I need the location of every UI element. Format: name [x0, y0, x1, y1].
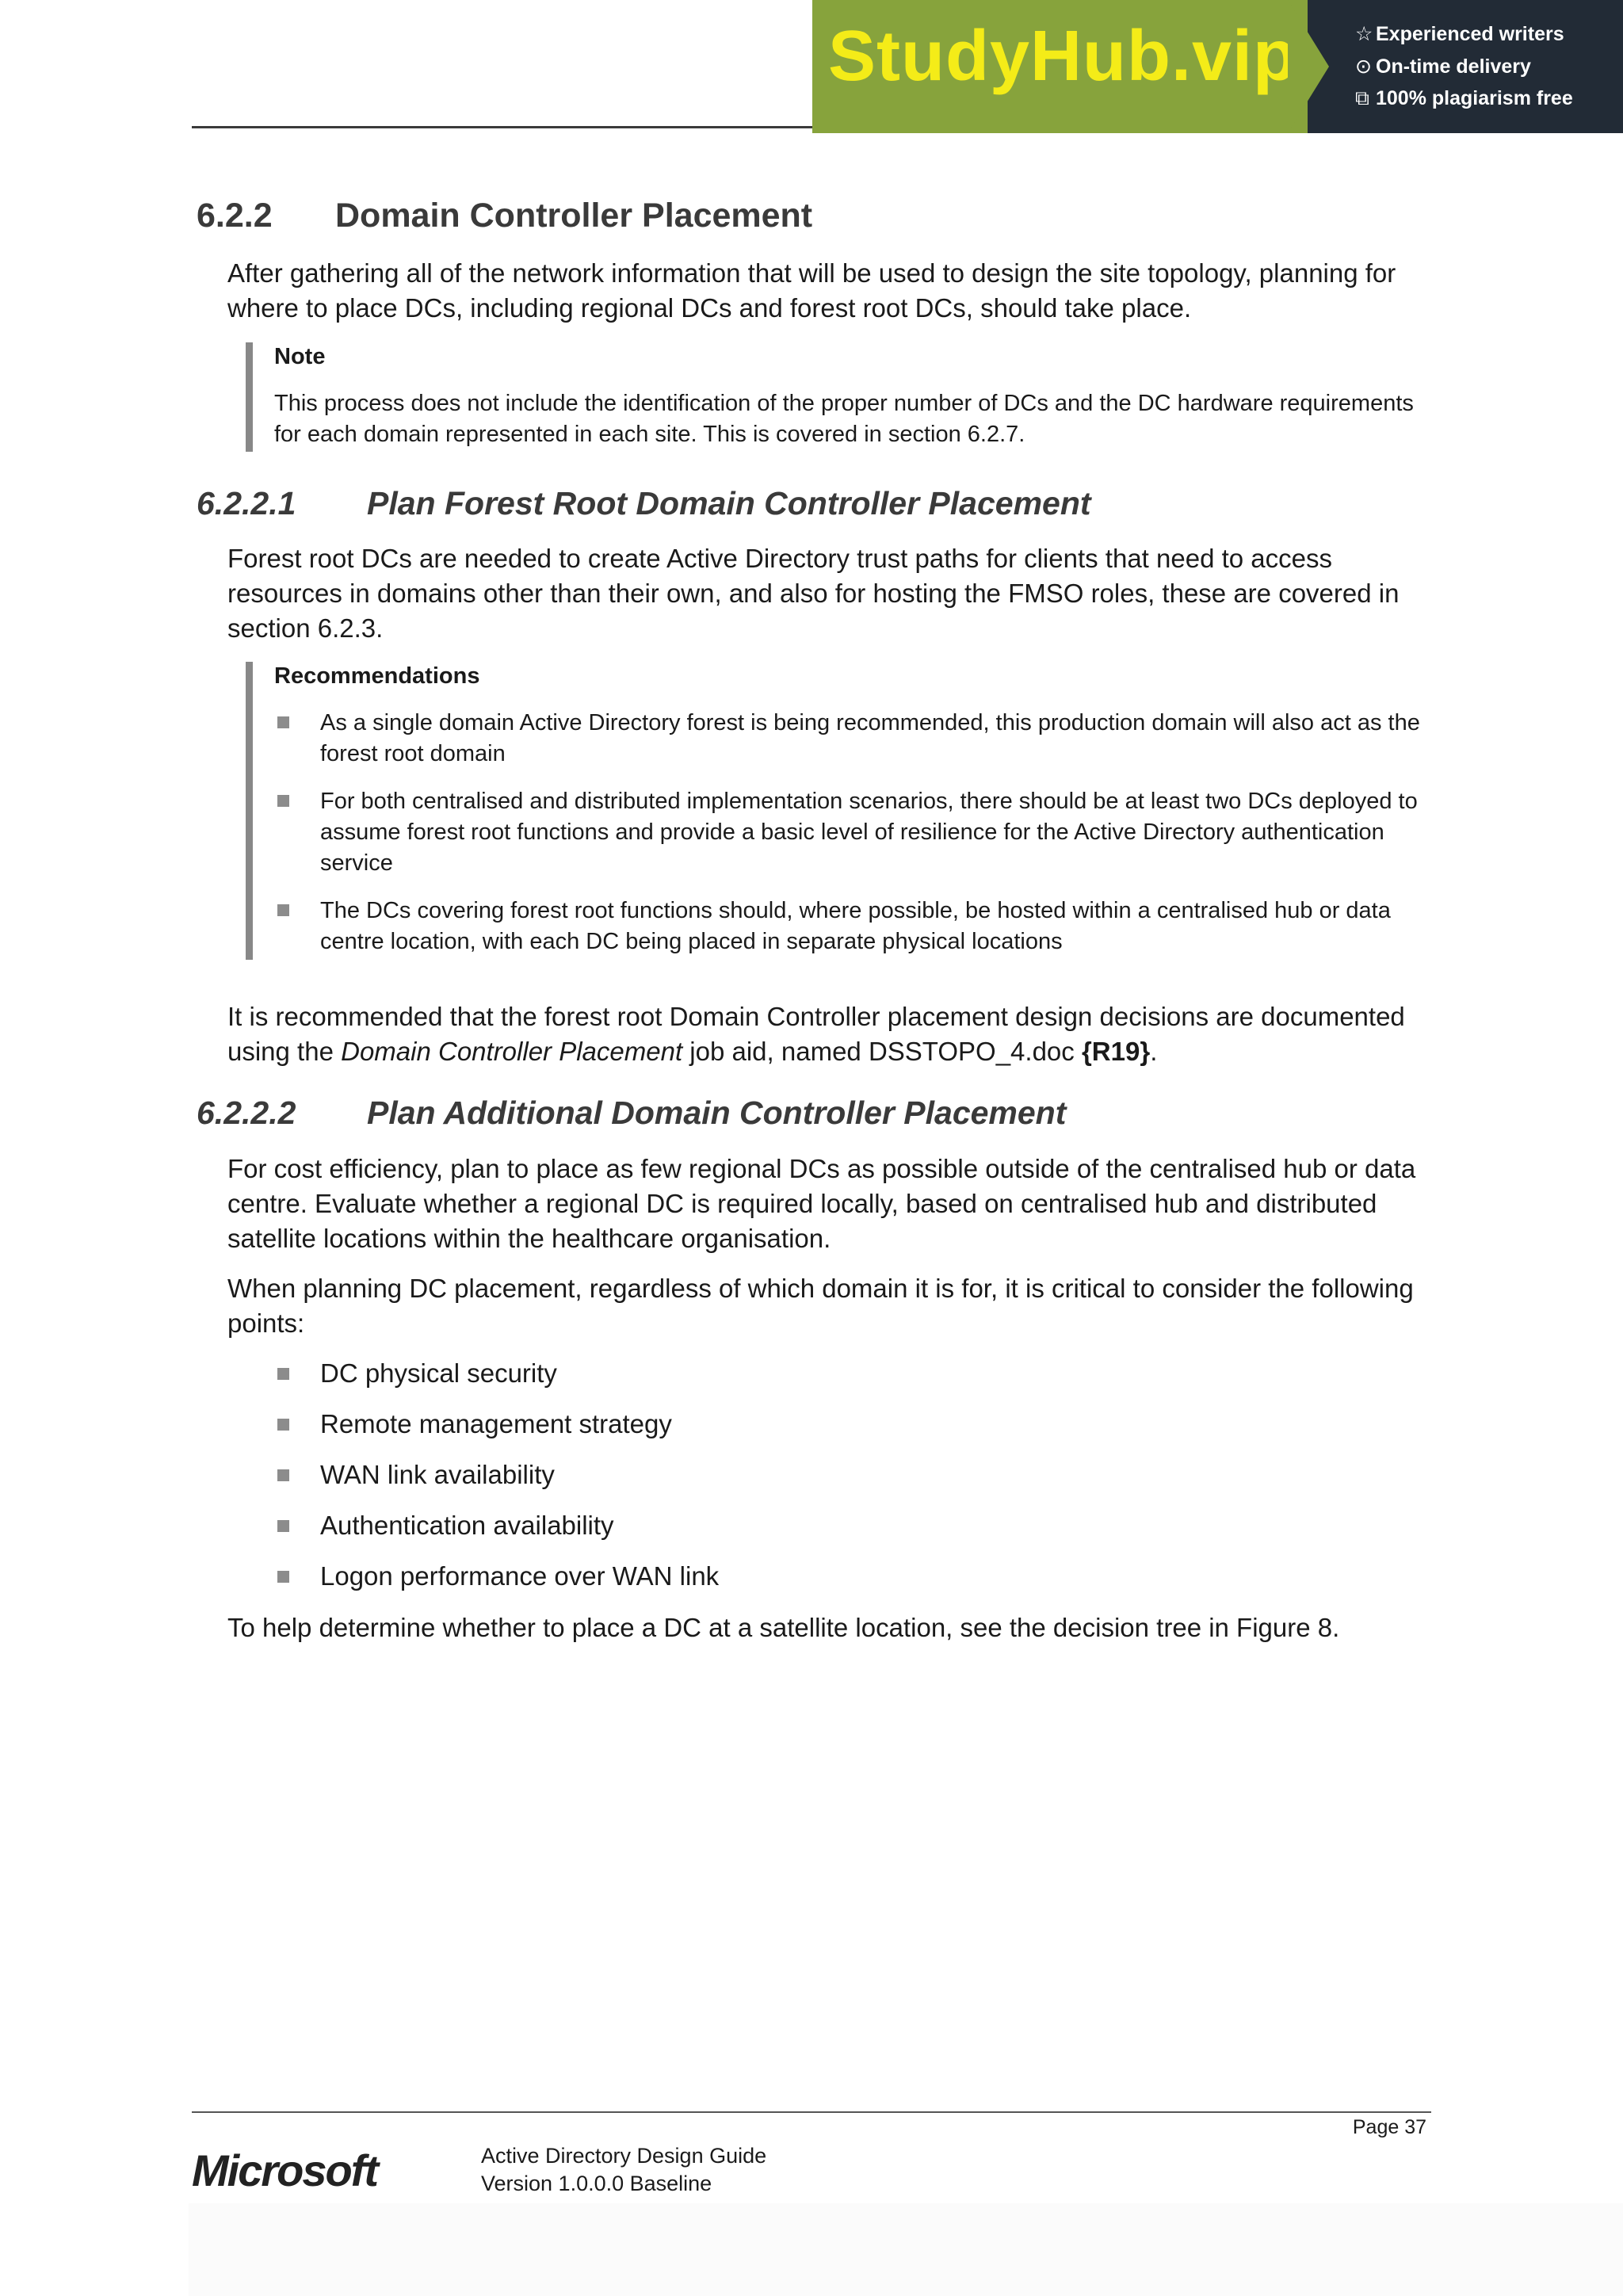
feature-plagiarism-free: ⧉ 100% plagiarism free — [1355, 87, 1573, 109]
clock-icon: ⊙ — [1355, 55, 1372, 78]
section-6222-para2: When planning DC placement, regardless of which domain it is for, it is critical to consider the following points: — [227, 1274, 1414, 1338]
footer-rule — [192, 2111, 1431, 2113]
list-item: Logon performance over WAN link — [320, 1561, 720, 1591]
page-number: Page 37 — [1352, 2116, 1426, 2138]
header-rule — [192, 126, 812, 128]
footer-shade — [189, 2203, 1623, 2296]
bullet-square-icon — [277, 904, 289, 916]
recommendations-title: Recommendations — [274, 663, 480, 689]
bullet-square-icon — [277, 795, 289, 807]
microsoft-logo: Microsoft — [192, 2145, 377, 2195]
star-icon: ☆ — [1355, 23, 1373, 45]
bullet-square-icon — [277, 1419, 289, 1431]
bullet-square-icon — [277, 1368, 289, 1380]
note-bar — [246, 342, 253, 452]
note-text: This process does not include the identification of the proper number of DCs and the DC hardware requirements for each domain represented in each site. This is covered in section 6.2.7. — [274, 391, 1414, 447]
bullet-square-icon — [277, 1469, 289, 1481]
list-item: Authentication availability — [320, 1511, 614, 1540]
section-622-intro: After gathering all of the network information that will be used to design the site topology, planning for where to place DCs, including regional DCs and forest root DCs, should take place. — [227, 258, 1396, 323]
recommendation-item: For both centralised and distributed implementation scenarios, there should be at least two DCs deployed to assume forest root functions and provide a basic level of resilience for the Active Directory authentication service — [320, 789, 1418, 876]
footer-version: Version 1.0.0.0 Baseline — [481, 2172, 712, 2195]
section-6222-para1: For cost efficiency, plan to place as few regional DCs as possible outside of the centralised hub or data centre. Evaluate whether a regional DC is required locally, based on centralised hub and distributed satellite locations within the healthcare organisation. — [227, 1154, 1416, 1253]
section-6221-closing: It is recommended that the forest root Domain Controller placement design decisions are documented using the Domain Controller Placement job aid, named DSSTOPO_4.doc {R19}. — [227, 1002, 1405, 1066]
section-title-6222: Plan Additional Domain Controller Placement — [367, 1095, 1067, 1131]
section-title-622: Domain Controller Placement — [335, 197, 813, 235]
note-title: Note — [274, 344, 326, 369]
studyhub-logo: StudyHub.vip — [828, 17, 1297, 96]
feature-on-time-delivery: ⊙ On-time delivery — [1355, 55, 1531, 78]
list-item: Remote management strategy — [320, 1409, 672, 1438]
bullet-square-icon — [277, 1571, 289, 1583]
section-6222-closing: To help determine whether to place a DC at a satellite location, see the decision tree in Figure 8. — [227, 1613, 1340, 1642]
footer-doc-title: Active Directory Design Guide — [481, 2144, 767, 2168]
copy-icon: ⧉ — [1355, 87, 1369, 109]
section-number-6221: 6.2.2.1 — [197, 485, 296, 521]
section-number-6222: 6.2.2.2 — [197, 1095, 296, 1131]
bullet-square-icon — [277, 1520, 289, 1532]
reference-tag: {R19} — [1081, 1037, 1151, 1066]
job-aid-name: Domain Controller Placement — [341, 1037, 683, 1066]
recommendation-item: The DCs covering forest root functions should, where possible, be hosted within a centralised hub or data centre location, with each DC being placed in separate physical locations — [320, 898, 1391, 954]
bullet-square-icon — [277, 716, 289, 728]
recommendations-bar — [246, 662, 253, 960]
section-number-622: 6.2.2 — [197, 197, 273, 235]
section-6221-intro: Forest root DCs are needed to create Active Directory trust paths for clients that need to access resources in domains other than their own, and also for hosting the FMSO roles, these are covered in section 6.2.3. — [227, 544, 1400, 643]
banner-arrow — [1288, 0, 1329, 133]
feature-experienced-writers: ☆ Experienced writers — [1355, 23, 1564, 45]
section-title-6221: Plan Forest Root Domain Controller Placement — [367, 485, 1091, 521]
recommendation-item: As a single domain Active Directory forest is being recommended, this production domain will also act as the forest root domain — [320, 710, 1420, 766]
list-item: WAN link availability — [320, 1460, 555, 1489]
list-item: DC physical security — [320, 1358, 557, 1388]
